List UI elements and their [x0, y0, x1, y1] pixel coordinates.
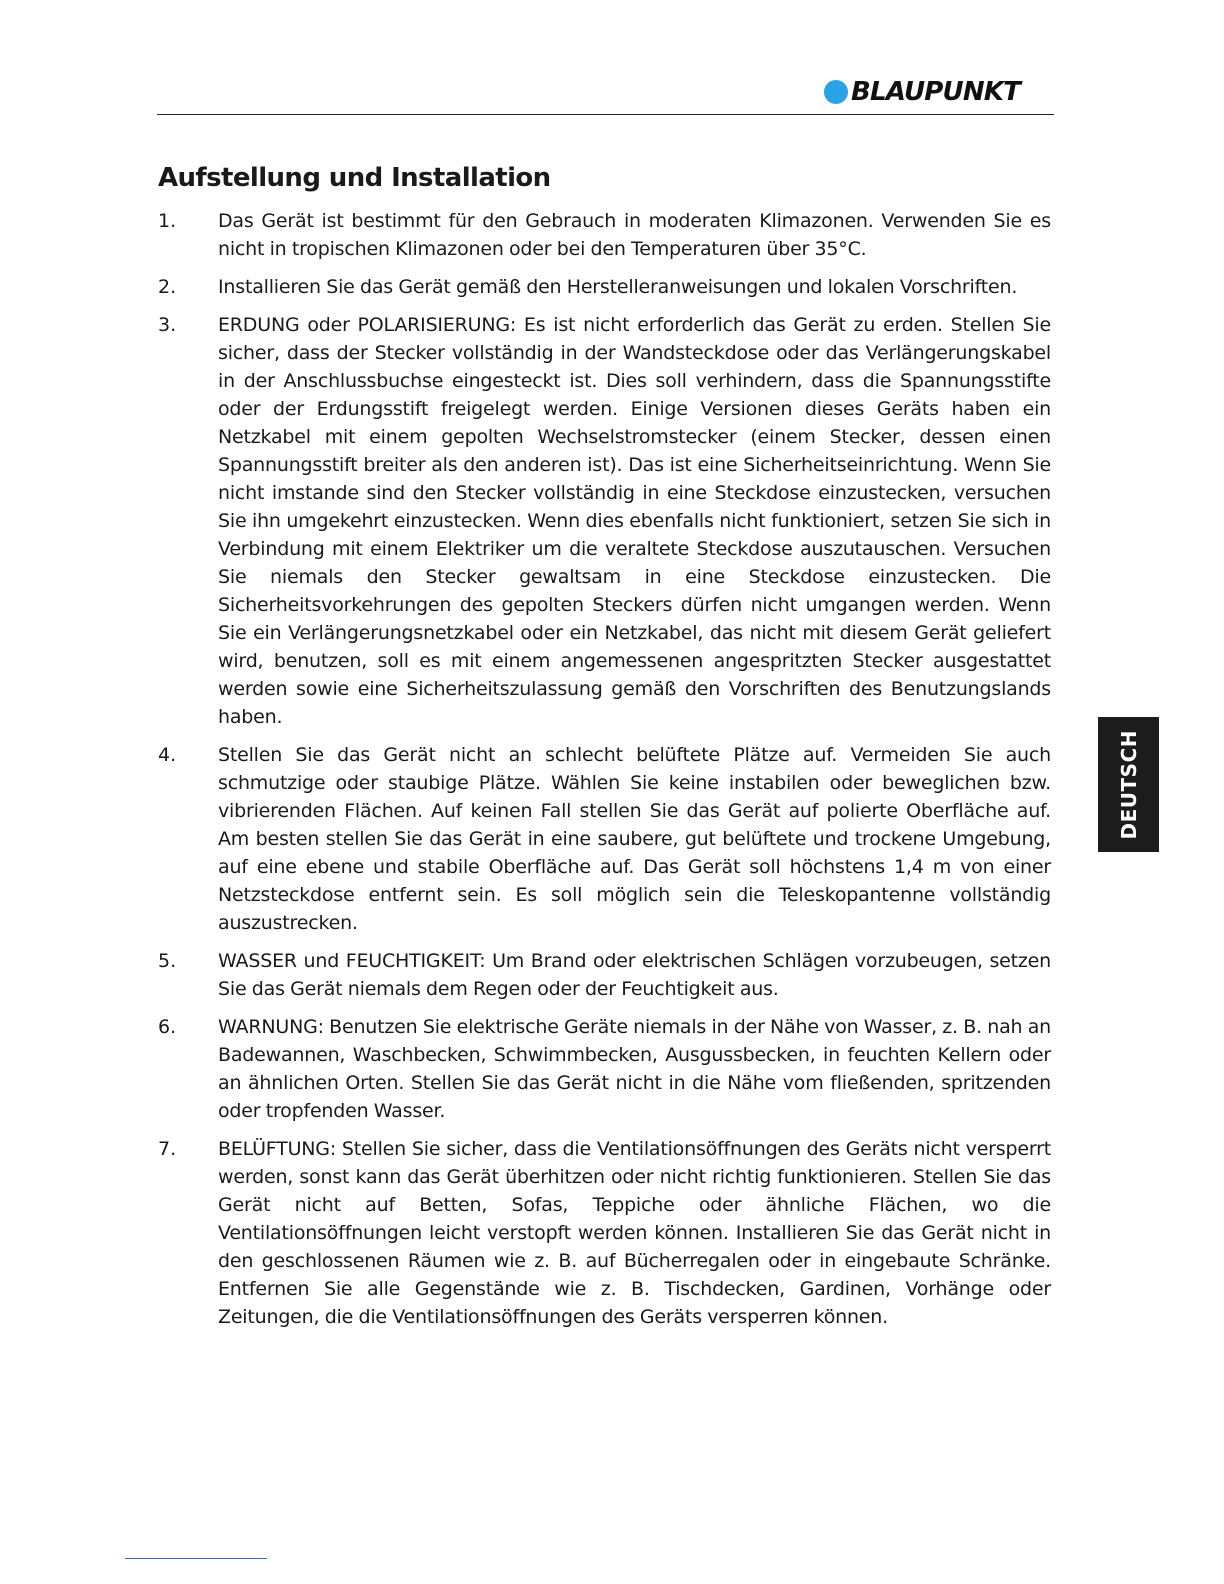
item-text: Stellen Sie das Gerät nicht an schlecht belüftete Plätze auf. Vermeiden Sie auch schmutzige oder staubige Plätze. Wählen Sie keine instabilen oder beweglichen bzw. vibrierenden Flächen. Auf keinen Fall stellen Sie das Gerät auf polierte Oberfläche auf. Am besten stellen Sie das Gerät in eine saubere, gut belüftete und trockene Umgebung, auf eine ebene und stabile Oberfläche auf. Das Gerät soll höchstens 1,4 m von einer Netzsteckdose entfernt sein. Es soll möglich sein die Teleskopantenne vollständig auszustrecken.: [218, 744, 1051, 934]
list-item: [158, 207, 1051, 263]
list-item: [158, 311, 1051, 731]
footer-line: [125, 1558, 267, 1559]
item-text: ERDUNG oder POLARISIERUNG: Es ist nicht erforderlich das Gerät zu erden. Stellen Sie sicher, dass der Stecker vollständig in der Wandsteckdose oder das Verlängerungskabel in der Anschlussbuchse eingesteckt ist. Dies soll verhindern, dass die Spannungsstifte oder der Erdungsstift freigelegt werden. Einige Versionen dieses Geräts haben ein Netzkabel mit einem gepolten Wechselstromstecker (einem Stecker, dessen einen Spannungsstift breiter als den anderen ist). Das ist eine Sicherheitseinrichtung. Wenn Sie nicht imstande sind den Stecker vollständig in eine Steckdose einzustecken, versuchen Sie ihn umgekehrt einzustecken. Wenn dies ebenfalls nicht funktioniert, setzen Sie sich in Verbindung mit einem Elektriker um die veraltete Steckdose auszutauschen. Versuchen Sie niemals den Stecker gewaltsam in eine Steckdose einzustecken. Die Sicherheitsvorkehrungen des gepolten Steckers dürfen nicht umgangen werden. Wenn Sie ein Verlängerungsnetzkabel oder ein Netzkabel, das nicht mit diesem Gerät geliefert wird, benutzen, soll es mit einem angemessenen angespritzten Stecker ausgestattet werden sowie eine Sicherheitszulassung gemäß den Vorschriften des Benutzungslands haben.: [218, 314, 1051, 728]
language-tab-label: DEUTSCH: [1116, 729, 1141, 840]
item-number: 6.: [158, 1016, 177, 1038]
list-item: [158, 1135, 1051, 1331]
item-number: 7.: [158, 1138, 177, 1160]
item-number: 1.: [158, 210, 177, 232]
instruction-list: [158, 207, 1051, 1341]
list-item: [158, 273, 1051, 301]
item-text: BELÜFTUNG: Stellen Sie sicher, dass die Ventilationsöffnungen des Geräts nicht versperrt werden, sonst kann das Gerät überhitzen oder nicht richtig funktionieren. Stellen Sie das Gerät nicht auf Betten, Sofas, Teppiche oder ähnliche Flächen, wo die Ventilationsöffnungen leicht verstopft werden können. Installieren Sie das Gerät nicht in den geschlossenen Räumen wie z. B. auf Bücherregalen oder in eingebaute Schränke. Entfernen Sie alle Gegenstände wie z. B. Tischdecken, Gardinen, Vorhänge oder Zeitungen, die die Ventilationsöffnungen des Geräts versperren können.: [218, 1138, 1051, 1328]
list-item: [158, 947, 1051, 1003]
list-item: [158, 1013, 1051, 1125]
header-divider: [157, 114, 1054, 115]
item-number: 5.: [158, 950, 177, 972]
brand-name: BLAUPUNKT: [851, 77, 1021, 107]
item-text: Das Gerät ist bestimmt für den Gebrauch in moderaten Klimazonen. Verwenden Sie es nicht in tropischen Klimazonen oder bei den Temperaturen über 35°C.: [218, 210, 1051, 260]
section-title: Aufstellung und Installation: [158, 163, 551, 193]
item-text: Installieren Sie das Gerät gemäß den Herstelleranweisungen und lokalen Vorschriften.: [218, 276, 1018, 298]
logo-dot-icon: [824, 80, 848, 104]
item-number: 4.: [158, 744, 177, 766]
item-number: 2.: [158, 276, 177, 298]
language-tab: [1098, 717, 1159, 852]
item-number: 3.: [158, 314, 177, 336]
brand-logo: [824, 76, 1020, 108]
item-text: WARNUNG: Benutzen Sie elektrische Geräte niemals in der Nähe von Wasser, z. B. nah an Badewannen, Waschbecken, Schwimmbecken, Ausgussbecken, in feuchten Kellern oder an ähnlichen Orten. Stellen Sie das Gerät nicht in die Nähe vom fließenden, spritzenden oder tropfenden Wasser.: [218, 1016, 1052, 1122]
item-text: WASSER und FEUCHTIGKEIT: Um Brand oder elektrischen Schlägen vorzubeugen, setzen Sie das Gerät niemals dem Regen oder der Feuchtigkeit aus.: [218, 950, 1051, 1000]
list-item: [158, 741, 1051, 937]
